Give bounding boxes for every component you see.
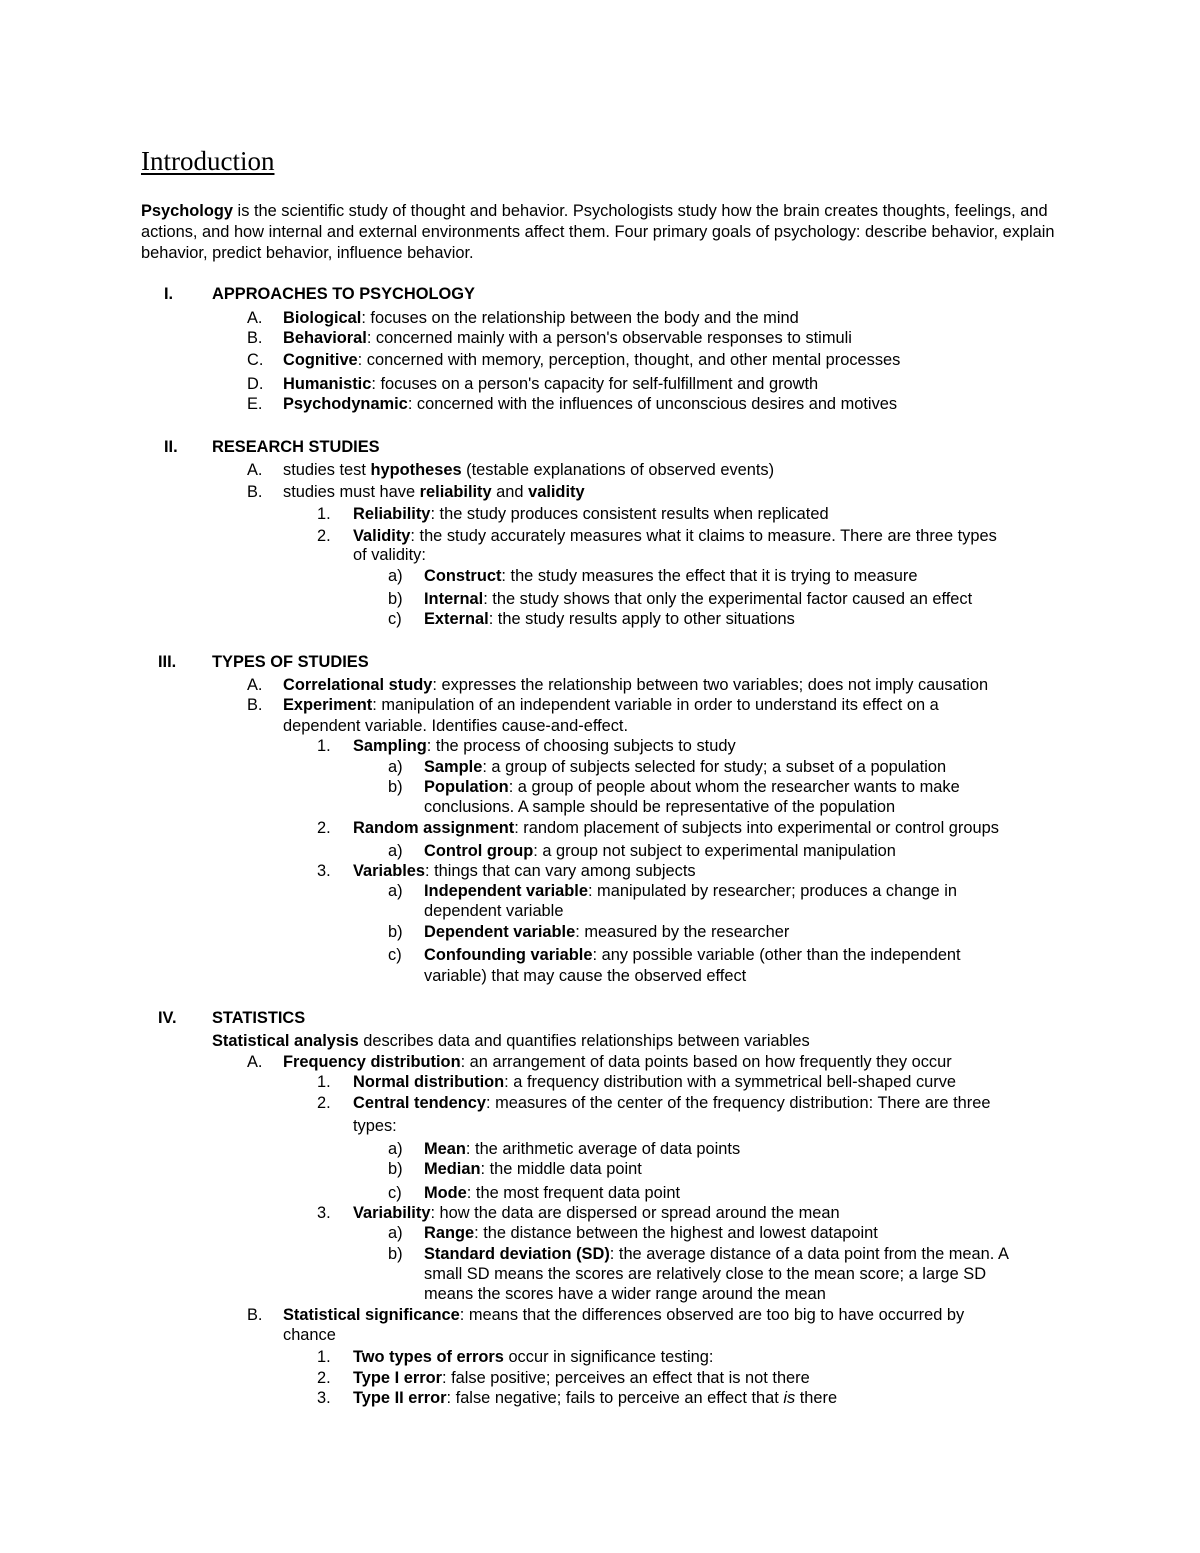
- item-term: Type I error: [353, 1369, 442, 1387]
- item-continuation: chance: [283, 1326, 336, 1344]
- item-text: : means that the differences observed are too big to have occurred by: [459, 1306, 965, 1324]
- section-numeral: II.: [164, 438, 178, 456]
- list-marker: 3.: [317, 862, 331, 880]
- list-item: [283, 308, 799, 329]
- item-term: Psychodynamic: [283, 395, 408, 413]
- list-marker: C.: [247, 351, 264, 369]
- list-marker: a): [388, 882, 403, 900]
- list-marker: A.: [247, 1053, 263, 1071]
- item-term: Reliability: [353, 505, 431, 523]
- list-marker: a): [388, 1224, 403, 1242]
- item-term: Variables: [353, 862, 425, 880]
- intro-paragraph: [141, 201, 1061, 264]
- list-marker: B.: [247, 483, 263, 501]
- item-prefix: studies must have: [283, 483, 420, 501]
- section-lead: [212, 1031, 810, 1052]
- item-term: Humanistic: [283, 375, 372, 393]
- item-term: Variability: [353, 1204, 431, 1222]
- list-item: [353, 1093, 990, 1114]
- section-heading: STATISTICS: [212, 1009, 306, 1027]
- item-text: : an arrangement of data points based on how frequently they occur: [460, 1053, 952, 1071]
- item-term: Confounding variable: [424, 946, 593, 964]
- item-term: Control group: [424, 842, 534, 860]
- list-marker: B.: [247, 1306, 263, 1324]
- list-marker: B.: [247, 696, 263, 714]
- list-item: [353, 736, 736, 757]
- item-text: : the middle data point: [480, 1160, 642, 1178]
- item-text: : things that can vary among subjects: [425, 862, 696, 880]
- item-text: : measures of the center of the frequency distribution: There are three: [485, 1094, 991, 1112]
- item-continuation: small SD means the scores are relatively close to the mean score; a large SD: [424, 1265, 987, 1283]
- list-marker: E.: [247, 395, 263, 413]
- item-term: Type II error: [353, 1389, 447, 1407]
- list-marker: b): [388, 923, 403, 941]
- item-text: : manipulated by researcher; produces a change in: [587, 882, 957, 900]
- list-marker: A.: [247, 461, 263, 479]
- item-continuation: conclusions. A sample should be representative of the population: [424, 798, 896, 816]
- list-marker: c): [388, 946, 402, 964]
- lead-term: Statistical analysis: [212, 1032, 359, 1050]
- list-item: [424, 609, 795, 630]
- section-heading: APPROACHES TO PSYCHOLOGY: [212, 285, 475, 303]
- item-text: : expresses the relationship between two variables; does not imply causation: [432, 676, 989, 694]
- section-numeral: IV.: [158, 1009, 177, 1027]
- item-term: Sample: [424, 758, 483, 776]
- item-text: : focuses on the relationship between the body and the mind: [361, 309, 799, 327]
- item-term: Validity: [353, 527, 411, 545]
- item-term: reliability: [419, 483, 492, 501]
- list-marker: a): [388, 1140, 403, 1158]
- item-term: Standard deviation (SD): [424, 1245, 610, 1263]
- item-term: Behavioral: [283, 329, 367, 347]
- page-title: Introduction: [141, 146, 275, 176]
- section-numeral: III.: [158, 653, 177, 671]
- list-item: [424, 777, 960, 798]
- list-marker: D.: [247, 375, 264, 393]
- item-term: Population: [424, 778, 509, 796]
- list-item: [283, 695, 939, 716]
- list-marker: 2.: [317, 1094, 331, 1112]
- item-text: : concerned with memory, perception, thought, and other mental processes: [357, 351, 901, 369]
- item-term: Dependent variable: [424, 923, 576, 941]
- item-text: : a group of subjects selected for study; a subset of a population: [482, 758, 947, 776]
- item-term: Construct: [424, 567, 502, 585]
- item-text: : the process of choosing subjects to study: [426, 737, 736, 755]
- item-term: Experiment: [283, 696, 373, 714]
- section-numeral: I.: [164, 285, 174, 303]
- list-item: [424, 1159, 642, 1180]
- item-emphasis: is: [783, 1389, 796, 1407]
- item-term: External: [424, 610, 489, 628]
- intro-text: is the scientific study of thought and behavior. Psychologists study how the brain creates thoughts, feelings, and actions, and how internal and external environments affect them. Four primary goals of psychology: describe behavior, explain behavior, predict behavior, influence behavior.: [141, 202, 1055, 262]
- item-term: Independent variable: [424, 882, 588, 900]
- item-term: Frequency distribution: [283, 1053, 461, 1071]
- list-item: [424, 1223, 878, 1244]
- item-term: Median: [424, 1160, 481, 1178]
- list-item: [283, 1305, 964, 1326]
- item-text: : manipulation of an independent variable in order to understand its effect on a: [372, 696, 939, 714]
- list-item: [283, 482, 585, 503]
- list-marker: A.: [247, 309, 263, 327]
- item-text: : how the data are dispersed or spread around the mean: [430, 1204, 840, 1222]
- list-marker: 1.: [317, 737, 331, 755]
- item-term: Correlational study: [283, 676, 433, 694]
- item-text: (testable explanations of observed events): [461, 461, 775, 479]
- list-marker: 1.: [317, 1073, 331, 1091]
- item-term: Central tendency: [353, 1094, 486, 1112]
- list-item: [353, 1203, 840, 1224]
- item-term: Mean: [424, 1140, 466, 1158]
- item-text: : the study measures the effect that it is trying to measure: [501, 567, 918, 585]
- list-marker: 1.: [317, 1348, 331, 1366]
- list-item: [283, 1052, 952, 1073]
- list-item: [353, 1347, 713, 1368]
- list-item: [283, 350, 900, 371]
- list-marker: 3.: [317, 1204, 331, 1222]
- list-item: [283, 328, 852, 349]
- item-text: : the arithmetic average of data points: [465, 1140, 741, 1158]
- list-marker: c): [388, 1184, 402, 1202]
- list-item: [353, 1388, 837, 1409]
- list-item: [424, 566, 917, 587]
- section-heading: RESEARCH STUDIES: [212, 438, 380, 456]
- item-continuation: variable) that may cause the observed effect: [424, 967, 747, 985]
- item-mid: and: [491, 483, 529, 501]
- item-text: : the distance between the highest and lowest datapoint: [474, 1224, 878, 1242]
- item-text: occur in significance testing:: [503, 1348, 714, 1366]
- intro-term: Psychology: [141, 202, 233, 220]
- item-term: Statistical significance: [283, 1306, 460, 1324]
- item-text: : concerned with the influences of unconscious desires and motives: [407, 395, 898, 413]
- item-term: Two types of errors: [353, 1348, 504, 1366]
- list-item: [424, 757, 946, 778]
- item-text: : false negative; fails to perceive an effect that: [446, 1389, 784, 1407]
- list-item: [353, 504, 829, 525]
- item-text: : the study shows that only the experimental factor caused an effect: [483, 590, 973, 608]
- list-marker: 2.: [317, 819, 331, 837]
- lead-text: describes data and quantifies relationships between variables: [358, 1032, 810, 1050]
- list-item: [424, 881, 957, 902]
- list-item: [424, 1244, 1009, 1265]
- item-term: hypotheses: [370, 461, 462, 479]
- item-continuation: means the scores have a wider range around the mean: [424, 1285, 826, 1303]
- item-term: Biological: [283, 309, 362, 327]
- list-item: [283, 394, 897, 415]
- item-term-2: validity: [528, 483, 585, 501]
- list-marker: b): [388, 1160, 403, 1178]
- list-marker: A.: [247, 676, 263, 694]
- list-marker: 3.: [317, 1389, 331, 1407]
- item-term: Cognitive: [283, 351, 358, 369]
- list-marker: a): [388, 758, 403, 776]
- list-item: [353, 1368, 810, 1389]
- item-text: : a frequency distribution with a symmetrical bell-shaped curve: [504, 1073, 957, 1091]
- item-text: : a group of people about whom the researcher wants to make: [508, 778, 960, 796]
- list-item: [353, 1072, 956, 1093]
- list-marker: 2.: [317, 1369, 331, 1387]
- list-item: [424, 589, 972, 610]
- item-continuation: of validity:: [353, 546, 426, 564]
- item-text: : the study results apply to other situations: [488, 610, 795, 628]
- item-prefix: studies test: [283, 461, 371, 479]
- list-marker: a): [388, 842, 403, 860]
- item-text: : concerned mainly with a person's observable responses to stimuli: [366, 329, 852, 347]
- item-term: Mode: [424, 1184, 467, 1202]
- item-term: Internal: [424, 590, 484, 608]
- item-tail: there: [795, 1389, 838, 1407]
- list-item: [424, 922, 789, 943]
- list-marker: B.: [247, 329, 263, 347]
- list-marker: 2.: [317, 527, 331, 545]
- item-text: : any possible variable (other than the independent: [592, 946, 961, 964]
- item-continuation: types:: [353, 1117, 397, 1135]
- list-item: [424, 1139, 740, 1160]
- list-item: [353, 861, 696, 882]
- item-text: : measured by the researcher: [575, 923, 790, 941]
- item-text: : random placement of subjects into experimental or control groups: [514, 819, 999, 837]
- item-term: Random assignment: [353, 819, 515, 837]
- item-text: : a group not subject to experimental manipulation: [533, 842, 896, 860]
- list-item: [424, 945, 961, 966]
- item-term: Sampling: [353, 737, 427, 755]
- list-marker: b): [388, 778, 403, 796]
- item-text: : the most frequent data point: [466, 1184, 681, 1202]
- list-item: [424, 841, 896, 862]
- item-continuation: dependent variable. Identifies cause-and-effect.: [283, 717, 629, 735]
- list-marker: b): [388, 1245, 403, 1263]
- section-heading: TYPES OF STUDIES: [212, 653, 369, 671]
- list-item: [283, 374, 818, 395]
- list-item: [283, 460, 774, 481]
- list-marker: c): [388, 610, 402, 628]
- list-item: [424, 1183, 680, 1204]
- list-marker: 1.: [317, 505, 331, 523]
- list-item: [353, 526, 997, 547]
- list-marker: a): [388, 567, 403, 585]
- item-text: : the study produces consistent results when replicated: [430, 505, 829, 523]
- item-text: : the study accurately measures what it claims to measure. There are three types: [410, 527, 997, 545]
- item-text: : the average distance of a data point from the mean. A: [609, 1245, 1009, 1263]
- item-text: : false positive; perceives an effect that is not there: [441, 1369, 810, 1387]
- item-text: : focuses on a person's capacity for self-fulfillment and growth: [371, 375, 819, 393]
- list-marker: b): [388, 590, 403, 608]
- list-item: [283, 675, 988, 696]
- item-term: Normal distribution: [353, 1073, 505, 1091]
- item-term: Range: [424, 1224, 475, 1242]
- list-item: [353, 818, 999, 839]
- item-continuation: dependent variable: [424, 902, 564, 920]
